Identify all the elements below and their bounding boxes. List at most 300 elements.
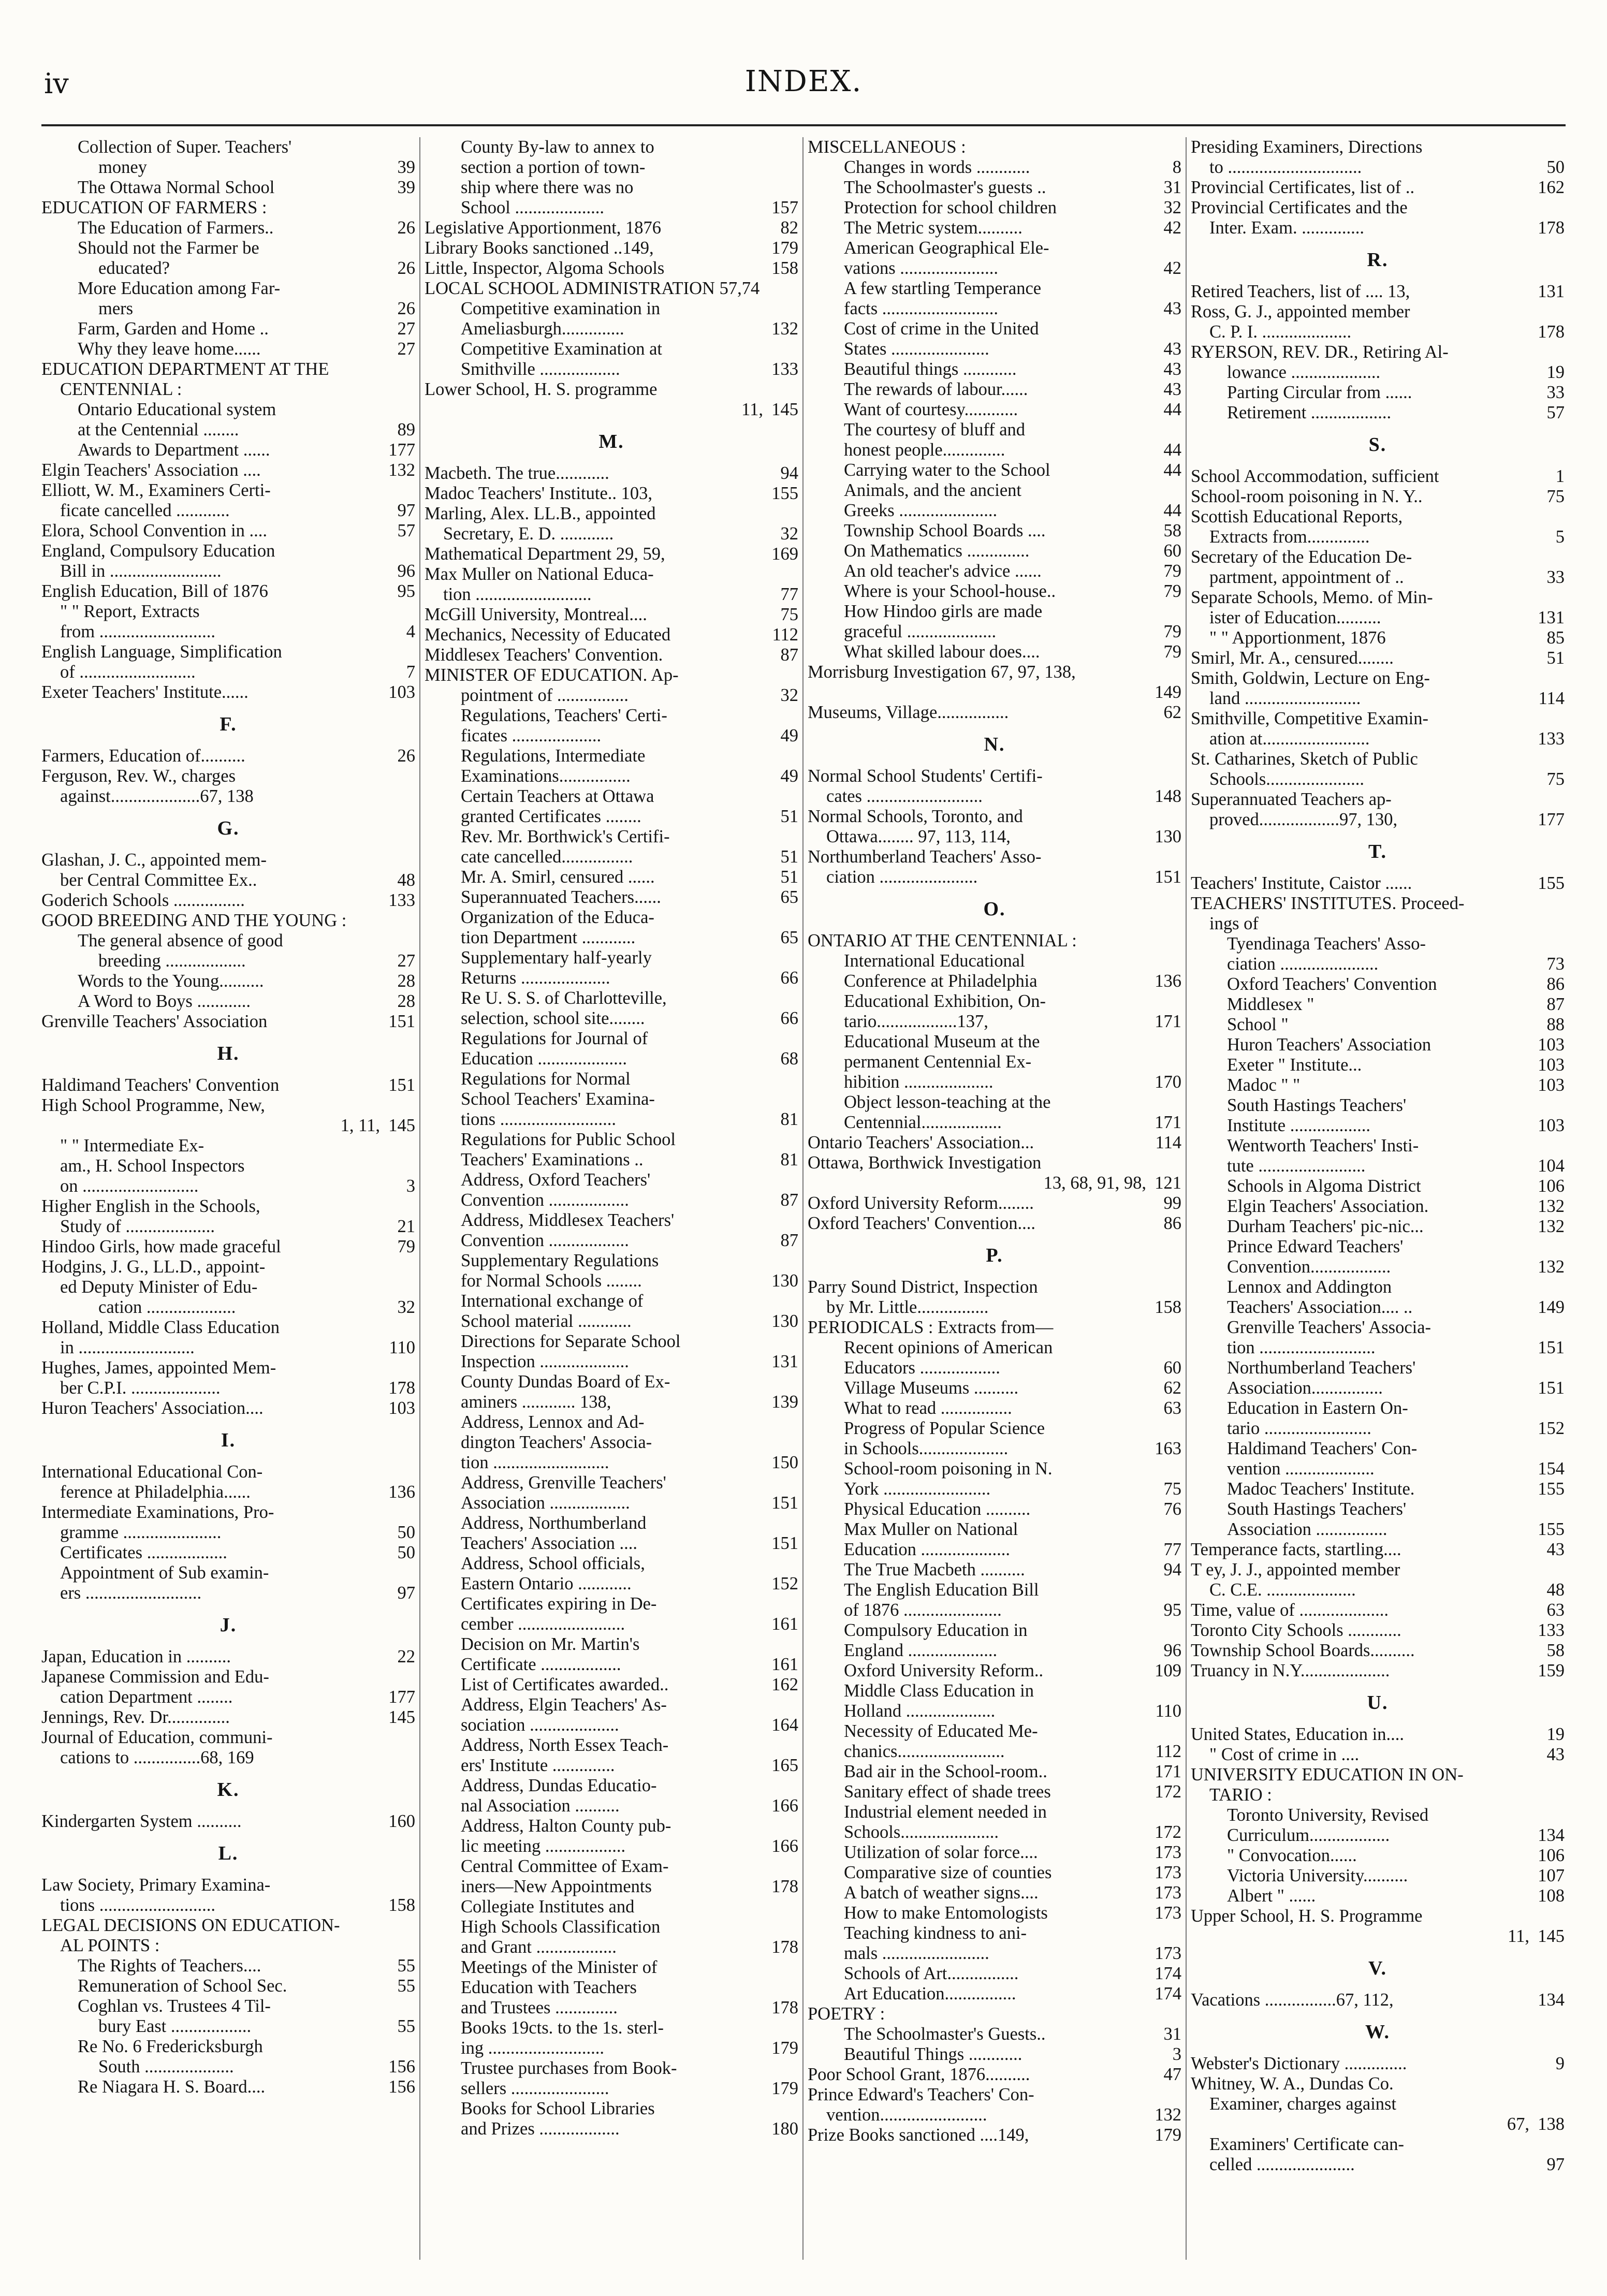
entry-page-ref: 162 bbox=[1535, 178, 1565, 198]
index-entry-line bbox=[808, 501, 1181, 521]
entry-text: Durham Teachers' pic-nic... bbox=[1227, 1217, 1424, 1236]
entry-page-ref: 178 bbox=[1535, 322, 1565, 342]
entry-text: Hindoo Girls, how made graceful bbox=[41, 1237, 281, 1256]
index-entry-line bbox=[41, 1217, 415, 1237]
index-entry-line bbox=[808, 1540, 1181, 1560]
section-letter-heading: V. bbox=[1368, 1957, 1387, 1979]
index-entry-line bbox=[1191, 218, 1565, 238]
entry-text: PERIODICALS : Extracts from— bbox=[808, 1318, 1054, 1337]
entry-page-ref: 163 bbox=[1151, 1439, 1181, 1459]
index-entry-line bbox=[1191, 1015, 1565, 1035]
index-entry-line bbox=[41, 480, 415, 501]
index-entry-line bbox=[808, 1984, 1181, 2004]
index-entry-line bbox=[808, 1964, 1181, 1984]
entry-text: GOOD BREEDING AND THE YOUNG : bbox=[41, 911, 347, 930]
entry-text: Changes in words ............ bbox=[844, 157, 1030, 177]
index-entry-line bbox=[1191, 1620, 1565, 1641]
index-entry-line bbox=[425, 1372, 798, 1392]
entry-text: Holland .................... bbox=[844, 1701, 996, 1721]
entry-text: Returns .................... bbox=[461, 968, 610, 988]
entry-page-ref: 133 bbox=[768, 359, 798, 379]
entry-text: Normal School Students' Certifi- bbox=[808, 766, 1043, 786]
index-entry-line bbox=[425, 1271, 798, 1291]
entry-text: by Mr. Little................ bbox=[826, 1297, 989, 1317]
index-entry-line bbox=[425, 1533, 798, 1554]
index-entry-line bbox=[41, 279, 415, 299]
entry-page-ref: 151 bbox=[385, 1075, 415, 1095]
entry-page-ref: 149 bbox=[1535, 1297, 1565, 1318]
entry-text: Extracts from.............. bbox=[1209, 527, 1370, 547]
entry-text: Examiners' Certificate can- bbox=[1209, 2134, 1404, 2154]
index-entry-line bbox=[808, 703, 1181, 723]
entry-text: Superannuated Teachers ap- bbox=[1191, 789, 1392, 809]
entry-text: Schools...................... bbox=[1209, 769, 1365, 789]
index-entry-line bbox=[1191, 1035, 1565, 1055]
index-entry-line bbox=[41, 1196, 415, 1217]
entry-text: Want of courtesy............ bbox=[844, 400, 1018, 419]
index-entry-line bbox=[808, 279, 1181, 299]
entry-text: Organization of the Educa- bbox=[461, 908, 654, 927]
entry-text: Middle Class Education in bbox=[844, 1681, 1034, 1701]
entry-page-ref: 130 bbox=[768, 1311, 798, 1332]
entry-page-ref: 132 bbox=[1535, 1196, 1565, 1217]
index-entry-line bbox=[425, 1655, 798, 1675]
entry-page-ref: 131 bbox=[1535, 608, 1565, 628]
index-entry-line bbox=[1191, 1378, 1565, 1398]
entry-page-ref: 50 bbox=[395, 1543, 416, 1563]
entry-text: Cost of crime in the United bbox=[844, 319, 1039, 339]
index-entry-line bbox=[1191, 2074, 1565, 2094]
entry-text: Elgin Teachers' Association. bbox=[1227, 1196, 1429, 1216]
index-entry-line bbox=[41, 682, 415, 703]
entry-page-ref: 97 bbox=[395, 1583, 416, 1603]
index-entry-line bbox=[1191, 1095, 1565, 1116]
entry-text: Appointment of Sub examin- bbox=[60, 1563, 269, 1583]
index-entry-line bbox=[41, 870, 415, 890]
entry-page-ref: 1 bbox=[1553, 466, 1565, 487]
index-entry-line bbox=[425, 645, 798, 665]
index-entry-line bbox=[41, 1811, 415, 1832]
index-entry-line bbox=[1191, 1237, 1565, 1257]
index-entry-line bbox=[425, 1049, 798, 1069]
index-entry-line bbox=[1191, 1886, 1565, 1906]
index-entry-line bbox=[808, 1398, 1181, 1418]
entry-text: Address, North Essex Teach- bbox=[461, 1735, 669, 1755]
index-entry-line bbox=[1191, 954, 1565, 974]
entry-text: and Prizes .................. bbox=[461, 2119, 620, 2139]
entry-text: The Schoolmaster's Guests.. bbox=[844, 2024, 1046, 2044]
entry-text: Secretary, E. D. ............ bbox=[443, 524, 614, 544]
entry-page-ref: 60 bbox=[1161, 1358, 1182, 1378]
index-entry-line bbox=[425, 584, 798, 605]
index-entry-line bbox=[425, 1352, 798, 1372]
entry-page-ref: 77 bbox=[778, 584, 799, 605]
entry-text: ers .......................... bbox=[60, 1583, 202, 1603]
index-entry-line bbox=[1191, 2054, 1565, 2074]
entry-text: against....................67, 138 bbox=[60, 786, 254, 806]
entry-text: Rev. Mr. Borthwick's Certifi- bbox=[461, 827, 670, 846]
entry-page-ref: 104 bbox=[1535, 1156, 1565, 1176]
index-entry-line bbox=[425, 1776, 798, 1796]
entry-text: TARIO : bbox=[1209, 1785, 1272, 1805]
entry-page-ref: 97 bbox=[1544, 2155, 1565, 2175]
index-entry-line bbox=[1191, 1906, 1565, 1926]
index-entry-line bbox=[41, 420, 415, 440]
page-number: iv bbox=[44, 67, 69, 100]
entry-page-ref: 150 bbox=[768, 1453, 798, 1473]
entry-text: County Dundas Board of Ex- bbox=[461, 1372, 670, 1392]
entry-text: United States, Education in.... bbox=[1191, 1724, 1405, 1744]
entry-text: Victoria University.......... bbox=[1227, 1866, 1408, 1885]
index-entry-line bbox=[1191, 2094, 1565, 2114]
entry-text: Hodgins, J. G., LL.D., appoint- bbox=[41, 1257, 266, 1277]
index-entry-line bbox=[808, 1742, 1181, 1762]
entry-text: hibition .................... bbox=[844, 1072, 994, 1092]
index-entry-line bbox=[41, 1647, 415, 1667]
entry-text: Middlesex " bbox=[1227, 995, 1314, 1014]
running-head bbox=[0, 57, 1607, 114]
entry-page-ref: 3 bbox=[1170, 2044, 1181, 2065]
entry-text: nal Association .......... bbox=[461, 1796, 620, 1816]
index-entry-line bbox=[425, 706, 798, 726]
entry-text: Books for School Libraries bbox=[461, 2099, 655, 2118]
entry-page-ref: 171 bbox=[1151, 1113, 1181, 1133]
entry-text: of .......................... bbox=[60, 662, 196, 682]
entry-text: on .......................... bbox=[60, 1176, 199, 1196]
index-entry-line bbox=[1191, 1661, 1565, 1681]
entry-page-ref: 99 bbox=[1161, 1193, 1182, 1213]
index-entry-line bbox=[41, 2037, 415, 2057]
entry-text: South .................... bbox=[98, 2057, 234, 2076]
entry-page-ref: 19 bbox=[1544, 1724, 1565, 1745]
index-entry-line bbox=[808, 951, 1181, 971]
entry-page-ref: 87 bbox=[778, 1231, 799, 1251]
entry-text: Study of .................... bbox=[60, 1217, 215, 1236]
index-entry-line bbox=[41, 850, 415, 870]
index-entry-line bbox=[1191, 1724, 1565, 1745]
entry-page-ref: 152 bbox=[1535, 1418, 1565, 1439]
entry-page-ref: 8 bbox=[1170, 157, 1181, 178]
index-entry-line bbox=[808, 460, 1181, 480]
entry-page-ref: 106 bbox=[1535, 1846, 1565, 1866]
section-letter-heading: O. bbox=[983, 898, 1006, 920]
index-entry-line bbox=[425, 1594, 798, 1614]
entry-text: School .................... bbox=[461, 198, 604, 217]
entry-text: Madoc " " bbox=[1227, 1075, 1301, 1095]
entry-text: An old teacher's advice ...... bbox=[844, 561, 1042, 581]
entry-page-ref: 156 bbox=[385, 2057, 415, 2077]
entry-text: Re U. S. S. of Charlotteville, bbox=[461, 988, 667, 1008]
index-entry-line bbox=[41, 1728, 415, 1748]
index-entry-line bbox=[41, 786, 415, 807]
entry-text: sellers ...................... bbox=[461, 2079, 609, 2098]
index-entry-line bbox=[808, 786, 1181, 807]
entry-page-ref: 173 bbox=[1151, 1863, 1181, 1883]
index-entry-line bbox=[1191, 914, 1565, 934]
entry-text: Supplementary Regulations bbox=[461, 1251, 659, 1270]
entry-page-ref: 179 bbox=[1151, 2125, 1181, 2145]
index-entry-line bbox=[425, 867, 798, 887]
entry-text: at the Centennial ........ bbox=[78, 420, 239, 440]
entry-page-ref: 158 bbox=[385, 1895, 415, 1915]
entry-page-ref: 97 bbox=[395, 501, 416, 521]
index-columns bbox=[41, 137, 1566, 2265]
entry-text: The Rights of Teachers.... bbox=[78, 1956, 261, 1976]
entry-page-ref: 132 bbox=[768, 319, 798, 339]
index-entry-line bbox=[808, 1439, 1181, 1459]
entry-text: Convention .................. bbox=[461, 1231, 629, 1250]
index-entry-line bbox=[808, 2125, 1181, 2145]
index-entry-line bbox=[425, 359, 798, 379]
index-entry-line bbox=[808, 827, 1181, 847]
index-entry-line bbox=[1191, 810, 1565, 830]
index-entry-line bbox=[808, 480, 1181, 501]
entry-text: facts .......................... bbox=[844, 299, 999, 318]
section-letter-heading: N. bbox=[984, 734, 1005, 755]
entry-page-ref: 177 bbox=[385, 1687, 415, 1707]
entry-page-ref: 39 bbox=[395, 157, 416, 178]
index-entry-line bbox=[425, 988, 798, 1008]
entry-text: ber Central Committee Ex.. bbox=[60, 870, 257, 890]
index-entry-line bbox=[41, 1116, 415, 1136]
entry-text: cates .......................... bbox=[826, 786, 983, 806]
index-entry-line bbox=[808, 1762, 1181, 1782]
entry-page-ref: 43 bbox=[1161, 359, 1182, 379]
index-entry-line bbox=[1191, 873, 1565, 894]
entry-page-ref: 57 bbox=[395, 521, 416, 541]
index-entry-line bbox=[425, 2079, 798, 2099]
index-entry-line bbox=[1191, 178, 1565, 198]
entry-page-ref: 87 bbox=[778, 1190, 799, 1210]
entry-page-ref: 79 bbox=[1161, 561, 1182, 581]
entry-text: Competitive Examination at bbox=[461, 339, 663, 359]
index-entry-line bbox=[41, 1915, 415, 1936]
index-entry-line bbox=[425, 1715, 798, 1735]
index-entry-line bbox=[41, 1667, 415, 1687]
index-entry-line bbox=[425, 908, 798, 928]
index-entry-line bbox=[1191, 1439, 1565, 1459]
entry-page-ref: 145 bbox=[385, 1707, 415, 1728]
entry-page-ref: 180 bbox=[768, 2119, 798, 2139]
entry-text: tario ........................ bbox=[1227, 1418, 1371, 1438]
index-entry-line bbox=[1191, 1196, 1565, 1217]
entry-page-ref: 58 bbox=[1161, 521, 1182, 541]
entry-text: Elgin Teachers' Association .... bbox=[41, 460, 261, 480]
entry-page-ref: 65 bbox=[778, 928, 799, 948]
index-entry-line bbox=[808, 581, 1181, 602]
entry-text: tions .......................... bbox=[461, 1109, 616, 1129]
index-column-3 bbox=[808, 137, 1181, 2265]
entry-page-ref: 131 bbox=[1535, 282, 1565, 302]
entry-page-ref: 164 bbox=[768, 1715, 798, 1735]
entry-text: Oxford Teachers' Convention bbox=[1227, 974, 1437, 994]
index-entry-line bbox=[808, 971, 1181, 991]
section-letter-heading: M. bbox=[598, 431, 624, 452]
header-rule bbox=[41, 124, 1566, 126]
entry-text: in .......................... bbox=[60, 1338, 195, 1357]
index-entry-line bbox=[425, 928, 798, 948]
index-entry-line bbox=[41, 766, 415, 786]
entry-page-ref: 51 bbox=[778, 847, 799, 867]
index-entry-line bbox=[808, 682, 1181, 703]
entry-text: ing .......................... bbox=[461, 2038, 604, 2058]
index-entry-line bbox=[425, 379, 798, 400]
index-entry-line bbox=[41, 541, 415, 561]
entry-text: Lower School, H. S. programme bbox=[425, 379, 658, 399]
entry-text: Coghlan vs. Trustees 4 Til- bbox=[78, 1996, 271, 2016]
index-entry-line bbox=[1191, 729, 1565, 749]
index-entry-line bbox=[808, 1032, 1181, 1052]
index-entry-line bbox=[808, 662, 1181, 682]
index-entry-line bbox=[425, 157, 798, 178]
entry-text: 67, bbox=[1507, 2114, 1529, 2134]
index-entry-line bbox=[41, 1563, 415, 1583]
entry-text: vention .................... bbox=[1227, 1459, 1375, 1479]
entry-text: York ........................ bbox=[844, 1479, 991, 1499]
index-entry-line bbox=[1191, 1116, 1565, 1136]
entry-text: for Normal Schools ........ bbox=[461, 1271, 642, 1291]
entry-text: Max Muller on National Educa- bbox=[425, 564, 654, 584]
entry-page-ref: 94 bbox=[1161, 1560, 1182, 1580]
entry-page-ref: 27 bbox=[395, 951, 416, 971]
entry-page-ref: 154 bbox=[1535, 1459, 1565, 1479]
index-entry-line bbox=[425, 238, 798, 258]
index-entry-line bbox=[41, 1956, 415, 1976]
index-entry-line bbox=[41, 1895, 415, 1915]
index-entry-line bbox=[41, 1707, 415, 1728]
entry-page-ref: 44 bbox=[1161, 400, 1182, 420]
entry-page-ref: 178 bbox=[768, 1877, 798, 1897]
entry-text: Legislative Apportionment, 1876 bbox=[425, 218, 662, 238]
index-entry-line bbox=[808, 1378, 1181, 1398]
entry-page-ref: 28 bbox=[395, 991, 416, 1012]
entry-text: Higher English in the Schools, bbox=[41, 1196, 260, 1216]
entry-page-ref: 173 bbox=[1151, 1943, 1181, 1964]
index-entry-line bbox=[808, 1701, 1181, 1721]
entry-page-ref: 121 bbox=[1151, 1173, 1181, 1193]
entry-text: Farm, Garden and Home .. bbox=[78, 319, 269, 339]
entry-page-ref: 75 bbox=[778, 605, 799, 625]
index-entry-line bbox=[808, 258, 1181, 279]
index-entry-line bbox=[425, 847, 798, 867]
entry-text: Address, Oxford Teachers' bbox=[461, 1170, 651, 1190]
entry-page-ref: 27 bbox=[395, 339, 416, 359]
entry-text: Address, Elgin Teachers' As- bbox=[461, 1695, 667, 1715]
entry-text: Examinations................ bbox=[461, 766, 631, 786]
entry-text: Mathematical Department 29, 59, bbox=[425, 544, 665, 564]
entry-page-ref: 172 bbox=[1151, 1822, 1181, 1842]
entry-text: section a portion of town- bbox=[461, 157, 646, 177]
index-entry-line bbox=[425, 198, 798, 218]
entry-text: Ontario Educational system bbox=[78, 400, 276, 419]
entry-text: Progress of Popular Science bbox=[844, 1418, 1045, 1438]
entry-text: England .................... bbox=[844, 1641, 998, 1660]
index-entry-line bbox=[41, 2077, 415, 2097]
index-entry-line bbox=[808, 1600, 1181, 1620]
entry-text: Education in Eastern On- bbox=[1227, 1398, 1408, 1418]
index-entry-line bbox=[41, 460, 415, 480]
entry-page-ref: 28 bbox=[395, 971, 416, 991]
entry-text: Japanese Commission and Edu- bbox=[41, 1667, 269, 1687]
index-entry-line bbox=[425, 1170, 798, 1190]
entry-page-ref: 132 bbox=[385, 460, 415, 480]
index-entry-line bbox=[41, 1996, 415, 2016]
index-entry-line bbox=[1191, 487, 1565, 507]
entry-page-ref: 171 bbox=[1151, 1012, 1181, 1032]
entry-text: permanent Centennial Ex- bbox=[844, 1052, 1032, 1072]
entry-text: States ...................... bbox=[844, 339, 989, 359]
entry-page-ref: 75 bbox=[1161, 1479, 1182, 1499]
index-entry-line bbox=[425, 1089, 798, 1109]
entry-text: Glashan, J. C., appointed mem- bbox=[41, 850, 267, 870]
entry-page-ref: 51 bbox=[1544, 648, 1565, 668]
entry-page-ref: 103 bbox=[1535, 1055, 1565, 1075]
entry-page-ref: 81 bbox=[778, 1150, 799, 1170]
index-entry-line bbox=[1191, 157, 1565, 178]
entry-text: ciation ...................... bbox=[1227, 954, 1379, 974]
entry-page-ref: 26 bbox=[395, 218, 416, 238]
index-entry-line bbox=[808, 602, 1181, 622]
index-entry-line bbox=[425, 1332, 798, 1352]
entry-page-ref: 151 bbox=[385, 1012, 415, 1032]
index-entry-line bbox=[41, 1875, 415, 1895]
section-letter-heading: S. bbox=[1368, 434, 1387, 456]
entry-text: Elliott, W. M., Examiners Certi- bbox=[41, 480, 271, 500]
entry-page-ref: 157 bbox=[768, 198, 798, 218]
entry-text: Wentworth Teachers' Insti- bbox=[1227, 1136, 1419, 1156]
entry-page-ref: 42 bbox=[1161, 218, 1182, 238]
index-entry-line bbox=[41, 339, 415, 359]
entry-page-ref: 81 bbox=[778, 1109, 799, 1130]
index-entry-line bbox=[41, 299, 415, 319]
entry-page-ref: 109 bbox=[1151, 1661, 1181, 1681]
index-entry-line bbox=[425, 665, 798, 685]
entry-text: Little, Inspector, Algoma Schools bbox=[425, 258, 665, 278]
entry-text: Smirl, Mr. A., censured........ bbox=[1191, 648, 1394, 668]
index-entry-line bbox=[41, 991, 415, 1012]
index-entry-line bbox=[41, 258, 415, 279]
section-letter-heading: P. bbox=[986, 1245, 1003, 1266]
entry-text: Utilization of solar force.... bbox=[844, 1842, 1038, 1862]
entry-text: tion .......................... bbox=[1227, 1338, 1376, 1357]
entry-page-ref: 32 bbox=[778, 685, 799, 706]
entry-page-ref: 172 bbox=[1151, 1782, 1181, 1802]
entry-text: More Education among Far- bbox=[78, 279, 281, 298]
entry-text: Township School Boards.......... bbox=[1191, 1641, 1415, 1660]
entry-page-ref: 44 bbox=[1161, 440, 1182, 460]
entry-text: Books 19cts. to the 1s. sterl- bbox=[461, 2018, 664, 2038]
index-entry-line bbox=[425, 1231, 798, 1251]
entry-text: Object lesson-teaching at the bbox=[844, 1092, 1051, 1112]
entry-page-ref: 166 bbox=[768, 1796, 798, 1816]
entry-text: ship where there was no bbox=[461, 178, 634, 197]
index-entry-line bbox=[1191, 648, 1565, 668]
entry-page-ref: 177 bbox=[1535, 810, 1565, 830]
entry-page-ref: 145 bbox=[768, 400, 798, 420]
entry-page-ref: 44 bbox=[1161, 460, 1182, 480]
entry-text: Eastern Ontario ............ bbox=[461, 1574, 632, 1593]
entry-text: of 1876 ...................... bbox=[844, 1600, 1002, 1620]
entry-page-ref: 155 bbox=[768, 484, 798, 504]
entry-text: Superannuated Teachers...... bbox=[461, 887, 661, 907]
column-divider bbox=[419, 137, 420, 2260]
entry-text: Address, School officials, bbox=[461, 1554, 645, 1573]
entry-text: The Ottawa Normal School bbox=[78, 178, 275, 197]
entry-page-ref: 85 bbox=[1544, 628, 1565, 648]
index-entry-line bbox=[1191, 1990, 1565, 2010]
index-entry-line bbox=[808, 1297, 1181, 1318]
entry-page-ref: 132 bbox=[1535, 1217, 1565, 1237]
